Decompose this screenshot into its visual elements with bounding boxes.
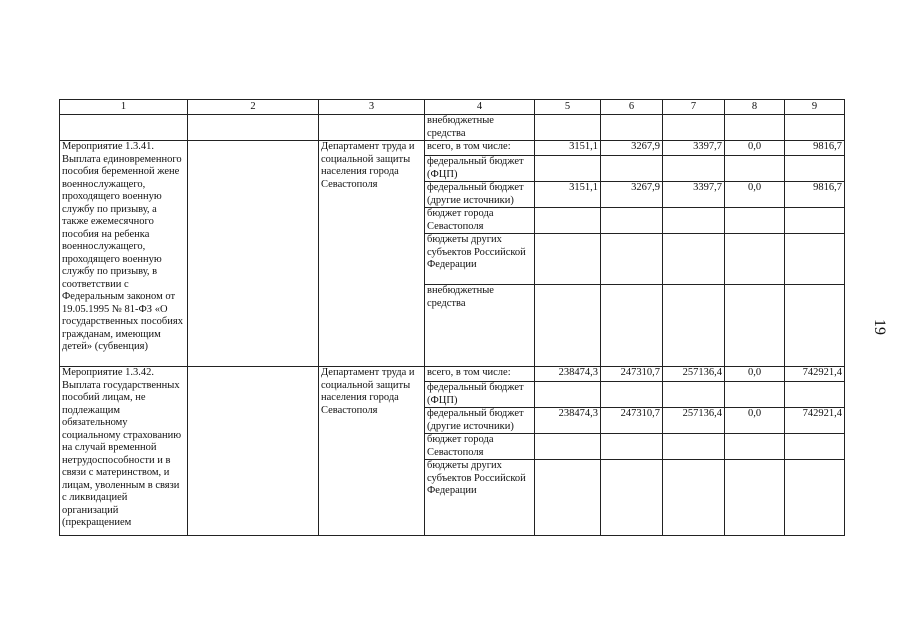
col-header: 6: [601, 100, 663, 115]
funding-source: всего, в том числе:: [425, 141, 535, 156]
executor: Департамент труда и социальной защиты населения города Севастополя: [319, 367, 425, 536]
col-header: 1: [60, 100, 188, 115]
table-row: [60, 115, 845, 141]
table-row: [60, 367, 845, 382]
value-cell: 247310,7: [601, 408, 663, 434]
empty-cell: [188, 367, 319, 536]
value-cell: 257136,4: [663, 408, 725, 434]
value-cell: 3151,1: [535, 141, 601, 156]
funding-source: внебюджетные средства: [425, 115, 535, 141]
value-cell: 3397,7: [663, 141, 725, 156]
funding-source: федеральный бюджет (ФЦП): [425, 382, 535, 408]
col-header: 4: [425, 100, 535, 115]
funding-source: федеральный бюджет (другие источники): [425, 182, 535, 208]
col-header: 7: [663, 100, 725, 115]
col-header: 2: [188, 100, 319, 115]
col-header: 3: [319, 100, 425, 115]
budget-table: [59, 99, 845, 536]
header-row: [60, 100, 845, 115]
value-cell: 257136,4: [663, 367, 725, 382]
value-cell: 0,0: [725, 408, 785, 434]
funding-source: всего, в том числе:: [425, 367, 535, 382]
value-cell: 0,0: [725, 182, 785, 208]
value-cell: 9816,7: [785, 182, 845, 208]
value-cell: 238474,3: [535, 408, 601, 434]
value-cell: 0,0: [725, 141, 785, 156]
value-cell: 238474,3: [535, 367, 601, 382]
value-cell: 3267,9: [601, 182, 663, 208]
value-cell: 742921,4: [785, 408, 845, 434]
value-cell: 9816,7: [785, 141, 845, 156]
value-cell: 247310,7: [601, 367, 663, 382]
col-header: 8: [725, 100, 785, 115]
funding-source: внебюджетные средства: [425, 285, 535, 367]
funding-source: бюджет города Севастополя: [425, 434, 535, 460]
value-cell: 3151,1: [535, 182, 601, 208]
col-header: 9: [785, 100, 845, 115]
funding-source: федеральный бюджет (ФЦП): [425, 156, 535, 182]
executor: Департамент труда и социальной защиты населения города Севастополя: [319, 141, 425, 367]
page-number: 19: [871, 319, 888, 335]
funding-source: бюджеты других субъектов Российской Федерации: [425, 234, 535, 285]
value-cell: 3267,9: [601, 141, 663, 156]
col-header: 5: [535, 100, 601, 115]
measure-title: Мероприятие 1.3.42. Выплата государственных пособий лицам, не подлежащим обязательному социальному страхованию на случай временной нетрудоспособности и в связи с материнством, и лицам, уволенным в связи с ликвидацией организаций (прекращением: [60, 367, 188, 536]
value-cell: 3397,7: [663, 182, 725, 208]
value-cell: 742921,4: [785, 367, 845, 382]
measure-title: Мероприятие 1.3.41. Выплата единовременного пособия беременной жене военнослужащего, проходящего военную службу по призыву, а также ежемесячного пособия на ребенка военнослужащего, проходящего военную службу по призыву, в соответствии с Федеральным законом от 19.05.1995 № 81-ФЗ «О государственных пособиях гражданам, имеющим детей» (субвенция): [60, 141, 188, 367]
funding-source: бюджет города Севастополя: [425, 208, 535, 234]
funding-source: бюджеты других субъектов Российской Федерации: [425, 460, 535, 536]
funding-source: федеральный бюджет (другие источники): [425, 408, 535, 434]
value-cell: 0,0: [725, 367, 785, 382]
table-row: [60, 141, 845, 156]
empty-cell: [188, 141, 319, 367]
